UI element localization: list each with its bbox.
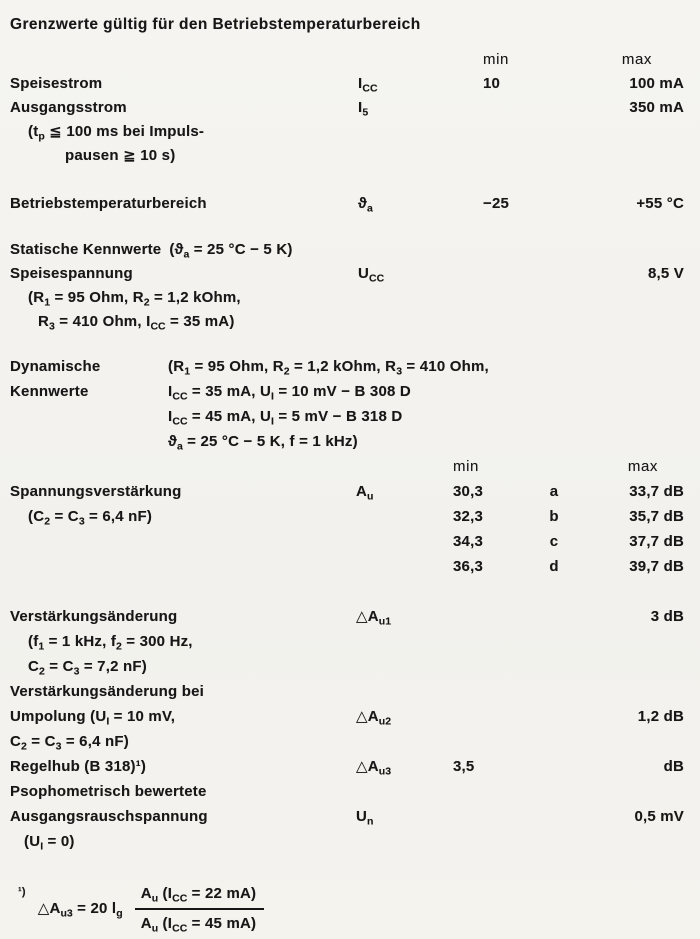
- row-temperatur-min: −25: [483, 195, 510, 212]
- row-ausgangsstrom-label: Ausgangsstrom: [10, 99, 127, 116]
- row-regelhub-max: dB: [663, 758, 684, 775]
- variant-d-grade: d: [549, 558, 559, 575]
- row-verstaerkungsaenderung1-max: 3 dB: [650, 608, 684, 625]
- row-speisestrom-min: 10: [483, 75, 501, 92]
- empty-cell: [523, 454, 585, 479]
- row-verstaerkungsaenderung2-label-3: $C_2 = C_3 = 6,4$ nF): [10, 733, 129, 753]
- row-regelhub-symbol: $\triangle A_{u3}$: [356, 758, 392, 778]
- variant-b-max: 35,7 dB: [629, 508, 684, 525]
- empty-cell: [445, 804, 523, 829]
- dynamische-conditions: [168, 354, 694, 454]
- column-header-max-2: max: [627, 458, 658, 475]
- dynamische-table: [10, 454, 694, 854]
- row-regelhub-label: Regelhub (B 318)¹): [10, 758, 147, 775]
- empty-cell: [10, 454, 348, 479]
- row-ausgangsstrom-max: 350 mA: [629, 99, 684, 116]
- empty-cell: [523, 604, 585, 629]
- section-title-dynamische: [10, 354, 694, 454]
- empty-cell: [348, 529, 445, 554]
- variant-b-min: 32,3: [453, 508, 483, 525]
- empty-cell: [348, 554, 445, 579]
- row-verstaerkungsaenderung2-symbol: $\triangle A_{u2}$: [356, 708, 392, 728]
- row-temperatur-label: Betriebstemperaturbereich: [10, 195, 207, 212]
- footnote-fraction-denominator: $A_u$ ($I_{CC} = 45$ mA): [140, 915, 257, 935]
- row-ausgangsstrom-condition-1: ($t_p$ ≦ 100 ms bei Impuls-: [28, 123, 205, 143]
- row-speisestrom-max: 100 mA: [629, 75, 684, 92]
- dynamische-title: Dynamische Kennwerte: [10, 358, 101, 400]
- empty-cell: [350, 48, 453, 72]
- row-verstaerkungsaenderung1-symbol: $\triangle A_{u1}$: [356, 608, 392, 628]
- empty-cell: [445, 704, 523, 729]
- row-temperatur-max: +55 °C: [636, 195, 684, 212]
- row-speisespannung-label: Speisespannung: [10, 265, 133, 282]
- dynamische-condition-2: $I_{CC} = 35$ mA, $U_I = 10$ mV − B 308 D: [168, 383, 411, 403]
- footnote-lhs: $\triangle A_{u3} = 20$ $l_g$: [37, 900, 123, 920]
- empty-cell: [453, 262, 570, 286]
- row-verstaerkungsaenderung1-condition-2: $C_2 = C_3 = 7,2$ nF): [28, 658, 147, 678]
- row-spannungsverstaerkung-label: Spannungsverstärkung: [10, 483, 182, 500]
- section-title-grenzwerte: Grenzwerte gültig für den Betriebstemperaturbereich: [10, 16, 421, 33]
- spacer: [10, 579, 694, 604]
- empty-cell: [10, 48, 350, 72]
- spacer: [10, 168, 694, 192]
- variant-d-max: 39,7 dB: [629, 558, 684, 575]
- row-spannungsverstaerkung-symbol: $A_u$: [356, 483, 374, 503]
- row-speisespannung-condition-1: ($R_1 = 95$ Ohm, $R_2 = 1,2$ kOhm,: [28, 289, 241, 309]
- row-verstaerkungsaenderung1-condition-1: ($f_1 = 1$ kHz, $f_2 = 300$ Hz,: [28, 633, 193, 653]
- row-speisestrom-label: Speisestrom: [10, 75, 103, 92]
- row-verstaerkungsaenderung2-label-2: Umpolung ($U_I = 10$ mV,: [10, 708, 176, 728]
- empty-cell: [453, 96, 570, 120]
- dynamische-condition-3: $I_{CC} = 45$ mA, $U_I = 5$ mV − B 318 D: [168, 408, 403, 428]
- row-speisespannung-condition-2: $R_3 = 410$ Ohm, $I_{CC} = 35$ mA): [38, 313, 235, 333]
- dynamische-condition-4: $ϑ_a = 25$ °C − 5 K, f = 1 kHz): [168, 433, 358, 453]
- row-rauschspannung-label-2: Ausgangsrauschspannung: [10, 808, 208, 825]
- variant-a-max: 33,7 dB: [629, 483, 684, 500]
- variant-c-min: 34,3: [453, 533, 483, 550]
- row-verstaerkungsaenderung2-max: 1,2 dB: [637, 708, 684, 725]
- statische-condition: ($ϑ_a = 25$ °C − 5 K): [169, 241, 293, 261]
- empty-cell: [10, 529, 348, 554]
- dynamische-condition-1: ($R_1 = 95$ Ohm, $R_2 = 1,2$ kOhm, $R_3 = 410$ Ohm,: [168, 358, 489, 378]
- row-rauschspannung-label-3: $(U_I = 0)$: [24, 833, 75, 853]
- empty-cell: [348, 454, 445, 479]
- row-speisespannung-max: 8,5 V: [647, 265, 684, 282]
- variant-b-grade: b: [549, 508, 559, 525]
- column-header-min: min: [483, 51, 509, 68]
- grenzwerte-table: [10, 48, 694, 216]
- row-ausgangsstrom-condition-2: pausen ≧ 10 s): [65, 147, 176, 164]
- variant-a-grade: a: [549, 483, 559, 500]
- row-speisestrom-symbol: $I_{CC}$: [358, 75, 378, 95]
- variant-a-min: 30,3: [453, 483, 483, 500]
- statische-title: Statische Kennwerte: [10, 241, 162, 258]
- empty-cell: [10, 554, 348, 579]
- footnote-marker: ¹): [18, 886, 26, 898]
- variant-d-min: 36,3: [453, 558, 483, 575]
- footnote-fraction-numerator: $A_u$ ($I_{CC} = 22$ mA): [135, 884, 265, 910]
- row-spannungsverstaerkung-condition: ($C_2 = C_3 = 6,4$ nF): [28, 508, 153, 528]
- footnote-formula: [18, 884, 694, 934]
- empty-cell: [348, 504, 445, 529]
- column-header-max: max: [621, 51, 652, 68]
- statische-table: [10, 262, 694, 334]
- row-ausgangsstrom-symbol: $I_5$: [358, 99, 369, 119]
- row-regelhub-min: 3,5: [453, 758, 475, 775]
- row-rauschspannung-label-1: Psophometrisch bewertete: [10, 783, 207, 800]
- row-rauschspannung-symbol: $U_n$: [356, 808, 374, 828]
- variant-c-max: 37,7 dB: [629, 533, 684, 550]
- footnote-fraction: [135, 884, 265, 934]
- empty-cell: [523, 704, 585, 729]
- empty-cell: [523, 804, 585, 829]
- row-temperatur-symbol: $ϑ_a$: [358, 195, 373, 215]
- row-speisespannung-symbol: $U_{CC}$: [358, 265, 385, 285]
- row-verstaerkungsaenderung2-label-1: Verstärkungsänderung bei: [10, 683, 205, 700]
- empty-cell: [445, 604, 523, 629]
- empty-cell: [523, 754, 585, 779]
- section-title-statische: [10, 238, 694, 262]
- row-rauschspannung-max: 0,5 mV: [634, 808, 684, 825]
- row-verstaerkungsaenderung1-label: Verstärkungsänderung: [10, 608, 178, 625]
- column-header-min-2: min: [453, 458, 479, 475]
- variant-c-grade: c: [549, 533, 559, 550]
